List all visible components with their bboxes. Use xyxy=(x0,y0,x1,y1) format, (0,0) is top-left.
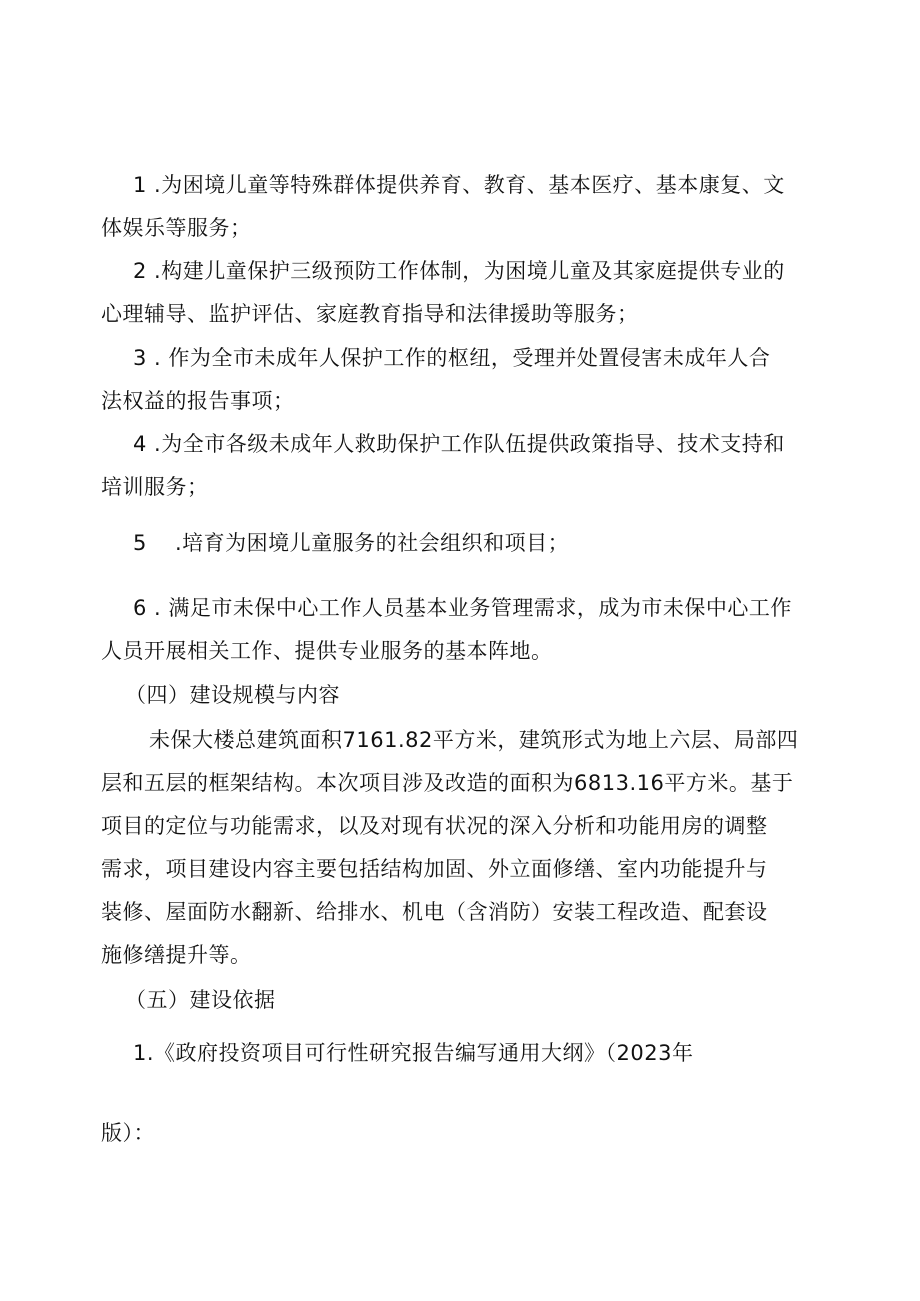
basis-1-line-2: 版）： xyxy=(101,1121,155,1145)
section-4-paragraph-line-4: 需求，项目建设内容主要包括结构加固、外立面修缮、室内功能提升与 xyxy=(101,857,768,881)
list-item-6-line-1: 6 . 满足市未保中心工作人员基本业务管理需求，成为市未保中心工作 xyxy=(133,596,792,620)
section-4-paragraph-line-1: 未保大楼总建筑面积7161.82平方米，建筑形式为地上六层、局部四 xyxy=(149,728,799,752)
section-4-heading: （四）建设规模与内容 xyxy=(125,683,340,707)
list-item-4-line-1: 4 .为全市各级未成年人救助保护工作队伍提供政策指导、技术支持和 xyxy=(133,432,785,456)
list-item-1-line-2: 体娱乐等服务； xyxy=(101,216,252,240)
section-4-paragraph-line-5: 装修、屋面防水翻新、给排水、机电（含消防）安装工程改造、配套设 xyxy=(101,900,768,924)
list-item-2-line-1: 2 .构建儿童保护三级预防工作体制，为困境儿童及其家庭提供专业的 xyxy=(133,259,785,283)
section-4-paragraph-line-6: 施修缮提升等。 xyxy=(101,943,252,967)
list-item-5-text: .培育为困境儿童服务的社会组织和项目； xyxy=(175,531,570,555)
section-4-paragraph-line-3: 项目的定位与功能需求，以及对现有状况的深入分析和功能用房的调整 xyxy=(101,814,768,838)
list-item-6-line-2: 人员开展相关工作、提供专业服务的基本阵地。 xyxy=(101,639,553,663)
list-item-3-line-2: 法权益的报告事项； xyxy=(101,389,295,413)
list-item-2-line-2: 心理辅导、监护评估、家庭教育指导和法律援助等服务； xyxy=(101,302,639,326)
list-item-4-line-2: 培训服务； xyxy=(101,475,209,499)
list-item-5-number: 5 xyxy=(133,531,147,555)
section-4-paragraph-line-2: 层和五层的框架结构。本次项目涉及改造的面积为6813.16平方米。基于 xyxy=(101,771,794,795)
list-item-3-line-1: 3 . 作为全市未成年人保护工作的枢纽，受理并处置侵害未成年人合 xyxy=(133,346,771,370)
list-item-1-line-1: 1 .为困境儿童等特殊群体提供养育、教育、基本医疗、基本康复、文 xyxy=(133,173,785,197)
basis-1-line-1: 1.《政府投资项目可行性研究报告编写通用大纲》（2023年 xyxy=(133,1041,694,1065)
section-5-heading: （五）建设依据 xyxy=(125,988,276,1012)
